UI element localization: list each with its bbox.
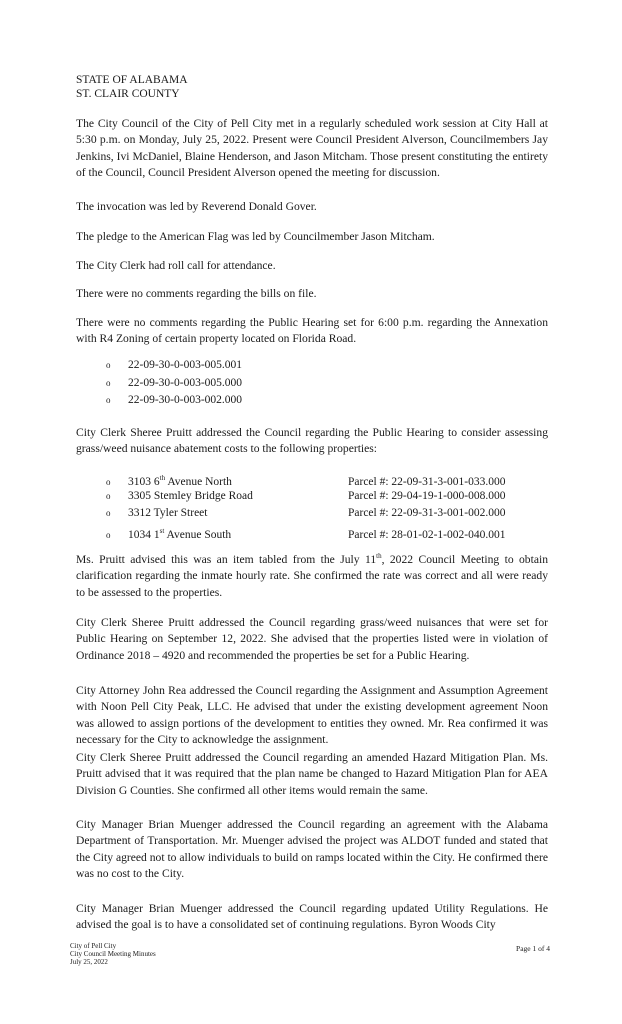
tabled-item-paragraph: Ms. Pruitt advised this was an item tabled from the July 11th, 2022 Council Meeting to obtain clarification regarding the inmate hourly rate. She confirmed the rate was correct and all were ready to be assessed to the properties. [76, 552, 548, 599]
aldot-agreement-paragraph: City Manager Brian Muenger addressed the Council regarding an agreement with the Alabama Department of Transportation. Mr. Muenger advised the project was ALDOT funded and stated that the City agreed not to allow individuals to build on ramps located within the City. He confirmed there was no cost to the City. [76, 818, 548, 881]
annexation-paragraph: There were no comments regarding the Public Hearing set for 6:00 p.m. regarding the Annexation with R4 Zoning of certain property located on Florida Road. [76, 316, 548, 346]
property-list [106, 470, 505, 540]
parcel-number: 22-09-30-0-003-002.000 [128, 394, 243, 407]
list-item [106, 523, 505, 541]
property-parcel: Parcel #: 29-04-19-1-000-008.000 [348, 489, 506, 502]
roll-call-paragraph: The City Clerk had roll call for attendance. [76, 259, 276, 272]
county-heading: ST. CLAIR COUNTY [76, 88, 180, 100]
annexation-parcel-list [106, 357, 242, 410]
bullet-icon: o [106, 490, 111, 501]
opening-paragraph: The City Council of the City of Pell City met in a regularly scheduled work session at City Hall at 5:30 p.m. on Monday, July 25, 2022. Present were Council President Alverson, Councilmembers Jay Jenkins, Ivi McDaniel, Blaine Henderson, and Jason Mitcham. Those present constituting the entirety of the Council, Council President Alverson opened the meeting for discussion. [76, 117, 548, 180]
bullet-icon: o [106, 476, 111, 487]
page-footer [70, 942, 156, 966]
property-parcel: Parcel #: 28-01-02-1-002-040.001 [348, 528, 506, 541]
property-address: 1034 1st Avenue South [128, 526, 232, 541]
list-item [106, 470, 505, 488]
list-item [106, 357, 242, 375]
utility-regulations-paragraph: City Manager Brian Muenger addressed the Council regarding updated Utility Regulations. He advised the goal is to have a consolidated set of continuing regulations. Byron Woods City [76, 902, 548, 932]
list-item [106, 505, 505, 523]
assignment-agreement-paragraph: City Attorney John Rea addressed the Council regarding the Assignment and Assumption Agreement with Noon Pell City Peak, LLC. He advised that under the existing development agreement Noon was allowed to assign portions of the development to entities they owned. Mr. Rea confirmed it was necessary for the City to acknowledge the assignment. [76, 684, 548, 747]
pledge-paragraph: The pledge to the American Flag was led by Councilmember Jason Mitcham. [76, 230, 435, 243]
bullet-icon: o [106, 360, 111, 370]
bullet-icon: o [106, 377, 111, 388]
parcel-number: 22-09-30-0-003-005.000 [128, 376, 243, 389]
property-address: 3312 Tyler Street [128, 507, 208, 520]
list-item [106, 392, 242, 410]
hazard-mitigation-paragraph: City Clerk Sheree Pruitt addressed the Council regarding an amended Hazard Mitigation Plan. Ms. Pruitt advised that it was required that the plan name be changed to Hazard Mitigation Plan for AEA Division G Counties. She confirmed all other items would remain the same. [76, 751, 548, 797]
parcel-number: 22-09-30-0-003-005.001 [128, 359, 243, 371]
state-heading: STATE OF ALABAMA [76, 74, 188, 86]
property-parcel: Parcel #: 22-09-31-3-001-002.000 [348, 507, 506, 520]
footer-document: City Council Meeting Minutes [70, 950, 156, 958]
list-item [106, 488, 505, 506]
bills-paragraph: There were no comments regarding the bills on file. [76, 287, 317, 300]
bullet-icon: o [106, 395, 111, 406]
bullet-icon: o [106, 529, 111, 540]
property-parcel: Parcel #: 22-09-31-3-001-033.000 [348, 475, 506, 488]
footer-date: July 25, 2022 [70, 958, 108, 966]
property-address: 3103 6th Avenue North [128, 474, 232, 488]
page-number: Page 1 of 4 [516, 944, 550, 953]
document-header [76, 73, 188, 101]
nuisance-hearing-paragraph: City Clerk Sheree Pruitt addressed the Council regarding grass/weed nuisances that were set for Public Hearing on September 12, 2022. She advised that the properties listed were in violation of Ordinance 2018 – 4920 and recommended the properties be set for a Public Hearing. [76, 616, 548, 662]
bullet-icon: o [106, 508, 111, 519]
grass-hearing-paragraph: City Clerk Sheree Pruitt addressed the Council regarding the Public Hearing to consider assessing grass/weed nuisance abatement costs to the following properties: [76, 426, 548, 456]
footer-city: City of Pell City [70, 942, 117, 950]
property-address: 3305 Stemley Bridge Road [128, 489, 253, 502]
invocation-paragraph: The invocation was led by Reverend Donald Gover. [76, 200, 317, 213]
list-item [106, 375, 242, 393]
